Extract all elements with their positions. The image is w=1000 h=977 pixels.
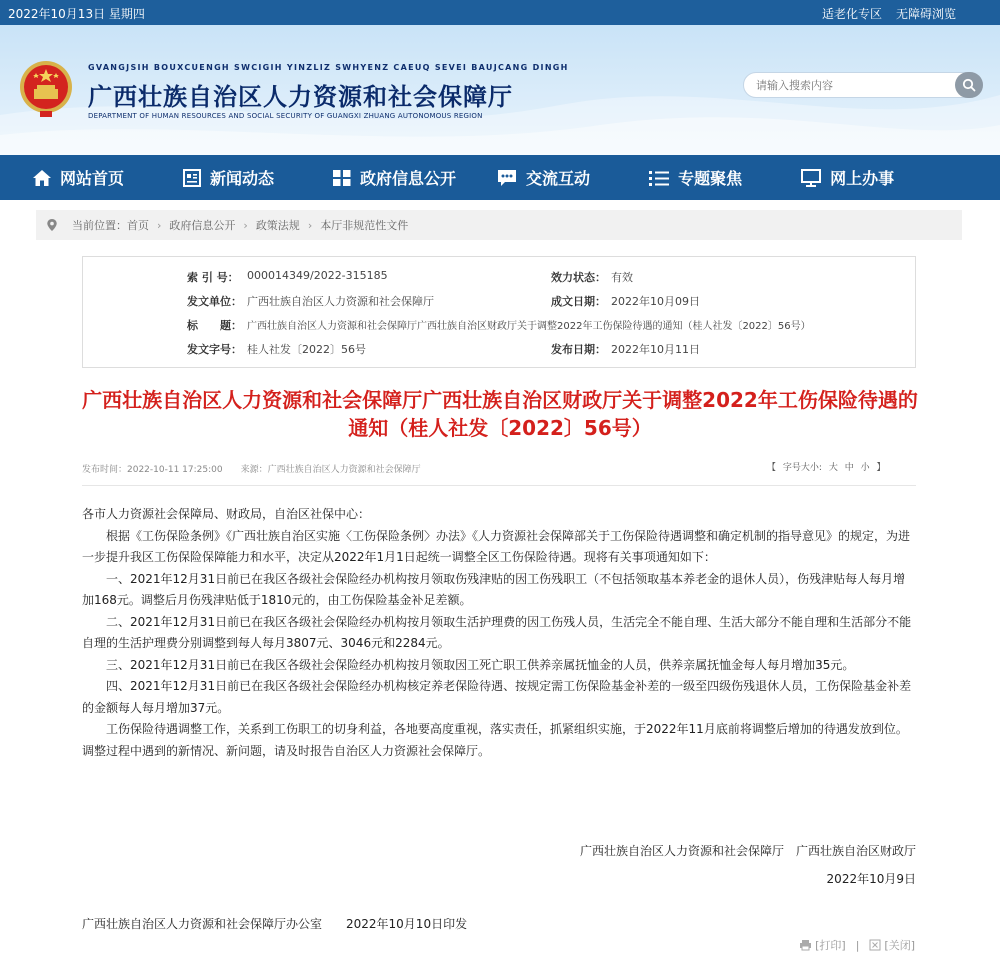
elderly-mode-link[interactable]: 适老化专区 xyxy=(821,7,882,21)
breadcrumb-gov-info[interactable]: 政府信息公开 xyxy=(169,219,236,232)
bracket-close: 】 xyxy=(876,463,886,473)
search-button[interactable] xyxy=(955,72,983,98)
news-icon xyxy=(182,169,202,187)
printer-icon xyxy=(799,939,812,951)
meta-row xyxy=(83,341,917,361)
close-icon xyxy=(869,939,881,951)
created-date-label: 成文日期： xyxy=(551,295,606,308)
body-paragraph: 工伤保险待遇调整工作，关系到工伤职工的切身利益，各地要高度重视，落实责任，抓紧组织实施，于2022年11月底前将调整后增加的待遇发放到位。调整过程中遇到的新情况、新问题，请及时报告自治区人力资源社会保障厅。 xyxy=(82,722,908,758)
body-paragraph: 三、2021年12月31日前已在我区各级社会保险经办机构按月领取因工死亡职工供养亲属抚恤金的人员，供养亲属抚恤金每人每月增加35元。 xyxy=(106,657,855,672)
nav-gov-info-label: 政府信息公开 xyxy=(360,169,457,188)
title-label: 标 题： xyxy=(187,319,242,332)
doc-number-value: 桂人社发〔2022〕56号 xyxy=(247,343,366,356)
salutation: 各市人力资源社会保障局、财政局，自治区社保中心： xyxy=(82,507,371,521)
location-pin-icon xyxy=(46,218,58,232)
site-name-zhuang: GVANGJSIH BOUXCUENGH SWCIGIH YINZLIZ SWHYENZ CAEUQ SEVEI BAUJCANG DINGH xyxy=(88,63,569,72)
print-label: [打印] xyxy=(815,939,846,952)
document-title xyxy=(70,386,930,442)
issuer-value: 广西壮族自治区人力资源和社会保障厅 xyxy=(247,295,434,308)
index-label: 索 引 号： xyxy=(187,271,239,284)
body-paragraph: 一、2021年12月31日前已在我区各级社会保险经办机构按月领取伤残津贴的因工伤残职工（不包括领取基本养老金的退休人员），伤残津贴每人每月增加168元。调整后月伤残津贴低于1810元的，由工伤保险基金补足差额。 xyxy=(82,571,906,607)
nav-interaction[interactable] xyxy=(496,155,590,200)
list-icon xyxy=(648,169,670,187)
monitor-icon xyxy=(800,168,822,188)
action-separator: | xyxy=(855,938,860,952)
publish-info: 发布时间：2022-10-11 17:25:00 来源：广西壮族自治区人力资源和社会保障厅 xyxy=(82,465,421,475)
search-box xyxy=(743,72,983,98)
font-size-switcher xyxy=(765,460,888,473)
issuer-line: 广西壮族自治区人力资源和社会保障厅办公室 2022年10月10日印发 xyxy=(82,917,468,931)
grid-icon xyxy=(332,169,352,187)
nav-news-label: 新闻动态 xyxy=(210,169,275,188)
divider xyxy=(82,485,916,486)
close-button[interactable] xyxy=(869,937,915,953)
nav-topics-label: 专题聚焦 xyxy=(678,169,743,188)
breadcrumb-prefix: 当前位置： xyxy=(72,219,127,232)
current-date: 2022年10月13日 星期四 xyxy=(8,7,145,21)
document-title-line: 广西壮族自治区人力资源和社会保障厅广西壮族自治区财政厅关于调整2022年工伤保险待遇的 xyxy=(82,388,918,412)
published-date-value: 2022年10月11日 xyxy=(611,343,700,356)
doc-number-label: 发文字号： xyxy=(187,343,242,356)
breadcrumb xyxy=(36,210,962,240)
bracket-open: 【 xyxy=(767,463,777,473)
breadcrumb-current[interactable]: 本厅非规范性文件 xyxy=(320,219,409,232)
site-title[interactable]: 广西壮族自治区人力资源和社会保障厅 xyxy=(88,83,513,111)
top-bar xyxy=(0,0,1000,25)
document-metadata xyxy=(82,256,916,368)
status-value: 有效 xyxy=(611,271,633,284)
nav-gov-info[interactable] xyxy=(332,155,456,200)
signature-date: 2022年10月9日 xyxy=(826,872,916,886)
search-input[interactable] xyxy=(756,77,946,93)
site-header xyxy=(0,25,1000,155)
meta-row xyxy=(83,293,917,313)
search-icon xyxy=(962,78,976,92)
chat-icon xyxy=(496,168,518,188)
created-date-value: 2022年10月09日 xyxy=(611,295,700,308)
document-title-line: 通知（桂人社发〔2022〕56号） xyxy=(348,416,652,440)
nav-topics[interactable] xyxy=(648,155,742,200)
font-size-medium[interactable]: 中 xyxy=(844,463,854,473)
font-size-label: 字号大小: xyxy=(782,463,822,473)
chevron-right-icon: › xyxy=(243,218,248,232)
published-date-label: 发布日期： xyxy=(551,343,606,356)
site-name-english: DEPARTMENT OF HUMAN RESOURCES AND SOCIAL SECURITY OF GUANGXI ZHUANG AUTONOMOUS REGION xyxy=(88,112,483,120)
nav-interaction-label: 交流互动 xyxy=(526,169,591,188)
signatories: 广西壮族自治区人力资源和社会保障厅 广西壮族自治区财政厅 xyxy=(579,844,916,858)
meta-row xyxy=(83,269,917,289)
index-value: 000014349/2022-315185 xyxy=(247,269,388,282)
nav-home[interactable] xyxy=(32,155,124,200)
close-label: [关闭] xyxy=(884,939,915,952)
print-button[interactable] xyxy=(799,937,846,953)
document-body xyxy=(82,504,916,762)
font-size-small[interactable]: 小 xyxy=(860,463,870,473)
body-paragraph: 根据《工伤保险条例》《广西壮族自治区实施〈工伤保险条例〉办法》《人力资源社会保障部关于工伤保险待遇调整和确定机制的指导意见》的规定，为进一步提升我区工伤保险保障能力和水平，决定从2022年1月1日起统一调整全区工伤保险待遇。现将有关事项通知如下： xyxy=(82,528,911,564)
page-actions xyxy=(799,937,915,953)
nav-home-label: 网站首页 xyxy=(60,169,125,188)
body-paragraph: 二、2021年12月31日前已在我区各级社会保险经办机构按月领取生活护理费的因工伤残人员，生活完全不能自理、生活大部分不能自理和生活部分不能自理的生活护理费分别调整到每人每月3807元、3046元和2284元。 xyxy=(82,614,912,650)
meta-row xyxy=(83,317,917,337)
nav-news[interactable] xyxy=(182,155,274,200)
nav-online-services-label: 网上办事 xyxy=(830,169,895,188)
font-size-large[interactable]: 大 xyxy=(828,463,838,473)
main-nav xyxy=(0,155,1000,200)
chevron-right-icon: › xyxy=(157,218,162,232)
top-links xyxy=(822,5,956,22)
body-paragraph: 四、2021年12月31日前已在我区各级社会保险经办机构核定养老保险待遇、按规定需工伤保险基金补差的一级至四级伤残退休人员，工伤保险基金补差的金额每人每月增加37元。 xyxy=(82,679,912,715)
national-emblem-icon[interactable] xyxy=(18,59,74,121)
chevron-right-icon: › xyxy=(307,218,313,232)
signature-block xyxy=(580,837,916,893)
title-value: 广西壮族自治区人力资源和社会保障厅广西壮族自治区财政厅关于调整2022年工伤保险待遇的通知（桂人社发〔2022〕56号） xyxy=(247,321,811,332)
status-label: 效力状态： xyxy=(551,271,606,284)
breadcrumb-policies[interactable]: 政策法规 xyxy=(255,219,300,232)
nav-online-services[interactable] xyxy=(800,155,894,200)
issuer-label: 发文单位： xyxy=(187,295,242,308)
home-icon xyxy=(32,169,52,187)
breadcrumb-home[interactable]: 首页 xyxy=(127,219,149,232)
accessibility-link[interactable]: 无障碍浏览 xyxy=(895,7,956,21)
